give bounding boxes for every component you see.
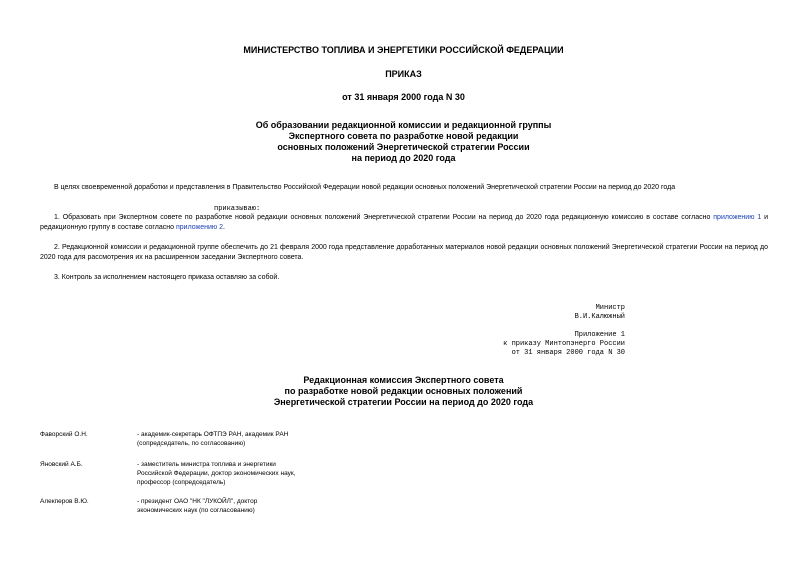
appendix-reference [503,331,625,358]
member-role [137,430,317,448]
document-type: ПРИКАЗ [385,69,422,79]
member-role-line: экономических наук (по согласованию) [137,507,255,514]
clause-3: 3. Контроль за исполнением настоящего приказа оставляю за собой. [54,274,280,281]
clause-1-text: 1. Образовать при Экспертном совете по разработке новой редакции основных положений Энергетической стратегии России на период до 2020 года редакционную комиссию в составе согласно [54,214,714,221]
member-name: Фаворский О.Н. [40,431,88,438]
subject-line: Экспертного совета по разработке новой редакции [288,131,519,141]
signature-name: В.И.Калюжный [574,313,625,321]
member-name: Алекперов В.Ю. [40,498,89,505]
member-role-line: - академик-секретарь ОФТПЭ РАН, академик РАН [137,431,289,438]
member-role-line: (сопредседатель, по согласованию) [137,440,246,447]
clause-1-text-end: . [223,224,225,231]
clause-1-text-middle: и редакционную группу в составе согласно [40,214,769,231]
subject-line: Об образовании редакционной комиссии и редакционной группы [255,120,552,130]
appendix-ref-line: от 31 января 2000 года N 30 [511,349,625,357]
member-role-line: профессор (сопредседатель) [137,479,226,486]
orders-word: приказываю: [214,205,261,213]
appendix-title-line: Энергетической стратегии России на период до 2020 года [273,397,534,407]
appendix-ref-line: к приказу Минтопэнерго России [503,340,625,348]
document-subject [0,120,807,164]
subject-line: на период до 2020 года [351,153,456,163]
ministry-title: МИНИСТЕРСТВО ТОПЛИВА И ЭНЕРГЕТИКИ РОССИЙСКОЙ ФЕДЕРАЦИИ [243,45,564,55]
member-name: Яновский А.Б. [40,461,83,468]
appendix-1-link[interactable]: приложению 1 [713,214,762,221]
clause-1 [40,213,768,233]
signature-position: Министр [595,304,625,312]
appendix-title-line: по разработке новой редакции основных положений [284,386,523,396]
appendix-title-line: Редакционная комиссия Экспертного совета [303,375,504,385]
member-role-line: Российской Федерации, доктор экономических наук, [137,470,296,477]
intro-paragraph: В целях своевременной доработки и представления в Правительство Российской Федерации новой редакции основных положений Энергетической стратегии России на период до 2020 года [54,184,676,191]
appendix-2-link[interactable]: приложению 2 [176,224,224,231]
member-role-line: - заместитель министра топлива и энергетики [137,461,276,468]
document-date-number: от 31 января 2000 года N 30 [342,92,465,102]
signature-block [575,304,625,322]
appendix-ref-line: Приложение 1 [574,331,625,339]
clause-2: 2. Редакционной комиссии и редакционной группе обеспечить до 21 февраля 2000 года представление доработанных материалов новой редакции основных положений Энергетической стратегии России на период до 2020 года для рассмотрения их на расширенном заседании Экспертного совета. [40,244,768,261]
member-role [137,497,317,515]
appendix-title [0,375,807,408]
member-role-line: - президент ОАО "НК "ЛУКОЙЛ", доктор [137,498,258,505]
member-role [137,460,317,487]
subject-line: основных положений Энергетической стратегии России [277,142,530,152]
